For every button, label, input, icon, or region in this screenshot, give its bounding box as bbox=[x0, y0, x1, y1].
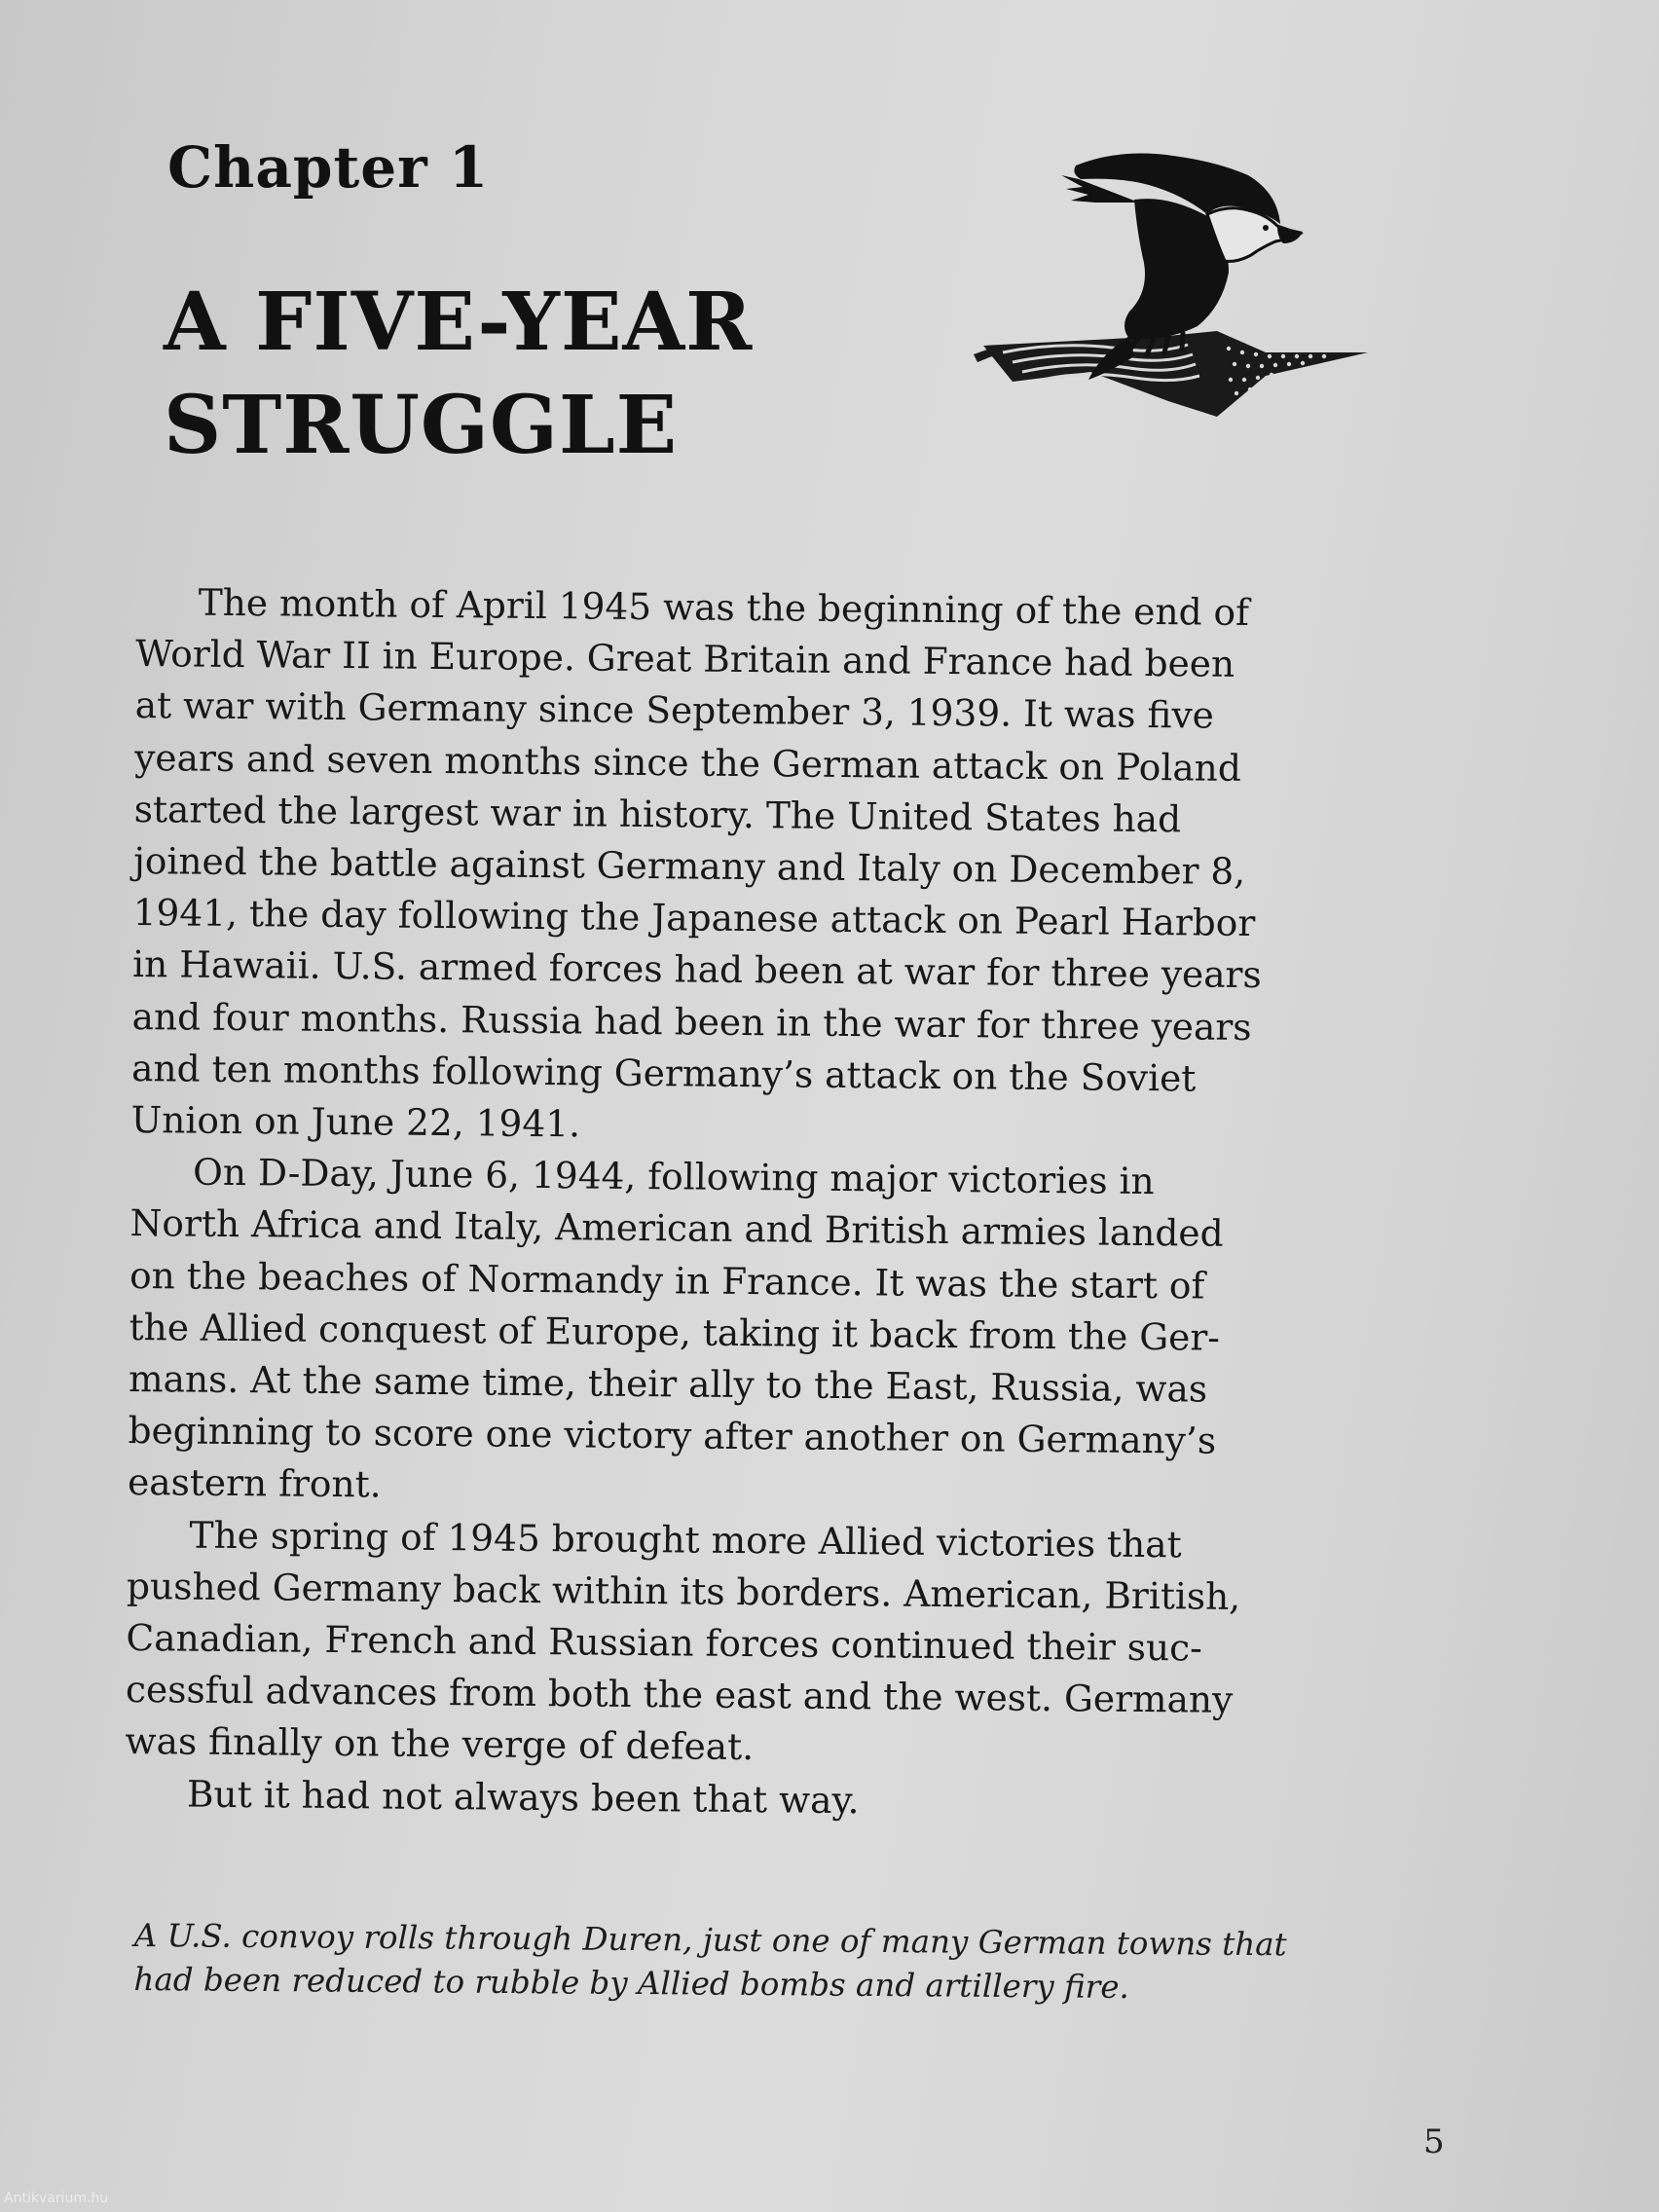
chapter-label: Chapter 1 bbox=[167, 134, 490, 201]
paragraph-line: The spring of 1945 brought more Allied victories that bbox=[189, 1513, 1182, 1567]
paragraph-line: and ten months following Germany’s attack on the Soviet bbox=[130, 1046, 1197, 1100]
paragraph-line: World War II in Europe. Great Britain and France had been bbox=[135, 632, 1235, 686]
paragraph-line: cessful advances from both the east and the west. Germany bbox=[125, 1668, 1234, 1722]
paragraph-line: years and seven months since the German attack on Poland bbox=[134, 735, 1242, 790]
page-number: 5 bbox=[1423, 2122, 1445, 2161]
paragraph-line: On D-Day, June 6, 1944, following major victories in bbox=[192, 1150, 1155, 1203]
paragraph-line: The month of April 1945 was the beginning of the end of bbox=[198, 580, 1250, 634]
paragraph-line: North Africa and Italy, American and British armies landed bbox=[129, 1201, 1224, 1256]
paragraph-line: and four months. Russia had been in the war for three years bbox=[131, 994, 1252, 1049]
chapter-title bbox=[164, 271, 903, 477]
paragraph-line: started the largest war in history. The United States had bbox=[133, 787, 1182, 841]
caption-line-1: A U.S. convoy rolls through Duren, just one of many German towns that bbox=[133, 1916, 1287, 1964]
paragraph-line: eastern front. bbox=[127, 1460, 382, 1506]
paragraph-line: the Allied conquest of Europe, taking it back from the Ger- bbox=[129, 1305, 1221, 1359]
chapter-title-line-2: STRUGGLE bbox=[164, 379, 679, 472]
paragraph-line: on the beaches of Normandy in France. It was the start of bbox=[129, 1253, 1205, 1308]
caption-line-2: had been reduced to rubble by Allied bombs and artillery fire. bbox=[133, 1960, 1129, 2007]
flag-banner bbox=[974, 331, 1368, 417]
photo-caption bbox=[133, 1914, 1400, 2011]
paragraph-line: pushed Germany back within its borders. American, British, bbox=[126, 1564, 1241, 1618]
eagle-with-flag-icon bbox=[974, 146, 1382, 438]
paragraph-line: 1941, the day following the Japanese attack on Pearl Harbor bbox=[132, 891, 1256, 945]
paragraph-line: at war with Germany since September 3, 1939. It was five bbox=[134, 683, 1215, 738]
paragraph-line: joined the battle against Germany and Italy on December 8, bbox=[132, 839, 1246, 893]
body-text bbox=[125, 576, 1402, 1831]
paragraph-line: in Hawaii. U.S. armed forces had been at war for three years bbox=[131, 942, 1262, 997]
paragraph-line: beginning to score one victory after another on Germany’s bbox=[128, 1409, 1217, 1462]
paragraph-line: was finally on the verge of defeat. bbox=[125, 1719, 755, 1769]
chapter-title-line-1: A FIVE-YEAR bbox=[164, 276, 754, 369]
paragraph-line: Canadian, French and Russian forces continued their suc- bbox=[126, 1616, 1202, 1670]
paragraph-line: mans. At the same time, their ally to the East, Russia, was bbox=[128, 1357, 1208, 1411]
paragraph-line: Union on June 22, 1941. bbox=[130, 1098, 581, 1146]
watermark: Antikvarium.hu bbox=[4, 2191, 109, 2206]
paragraph-line: But it had not always been that way. bbox=[186, 1772, 860, 1822]
